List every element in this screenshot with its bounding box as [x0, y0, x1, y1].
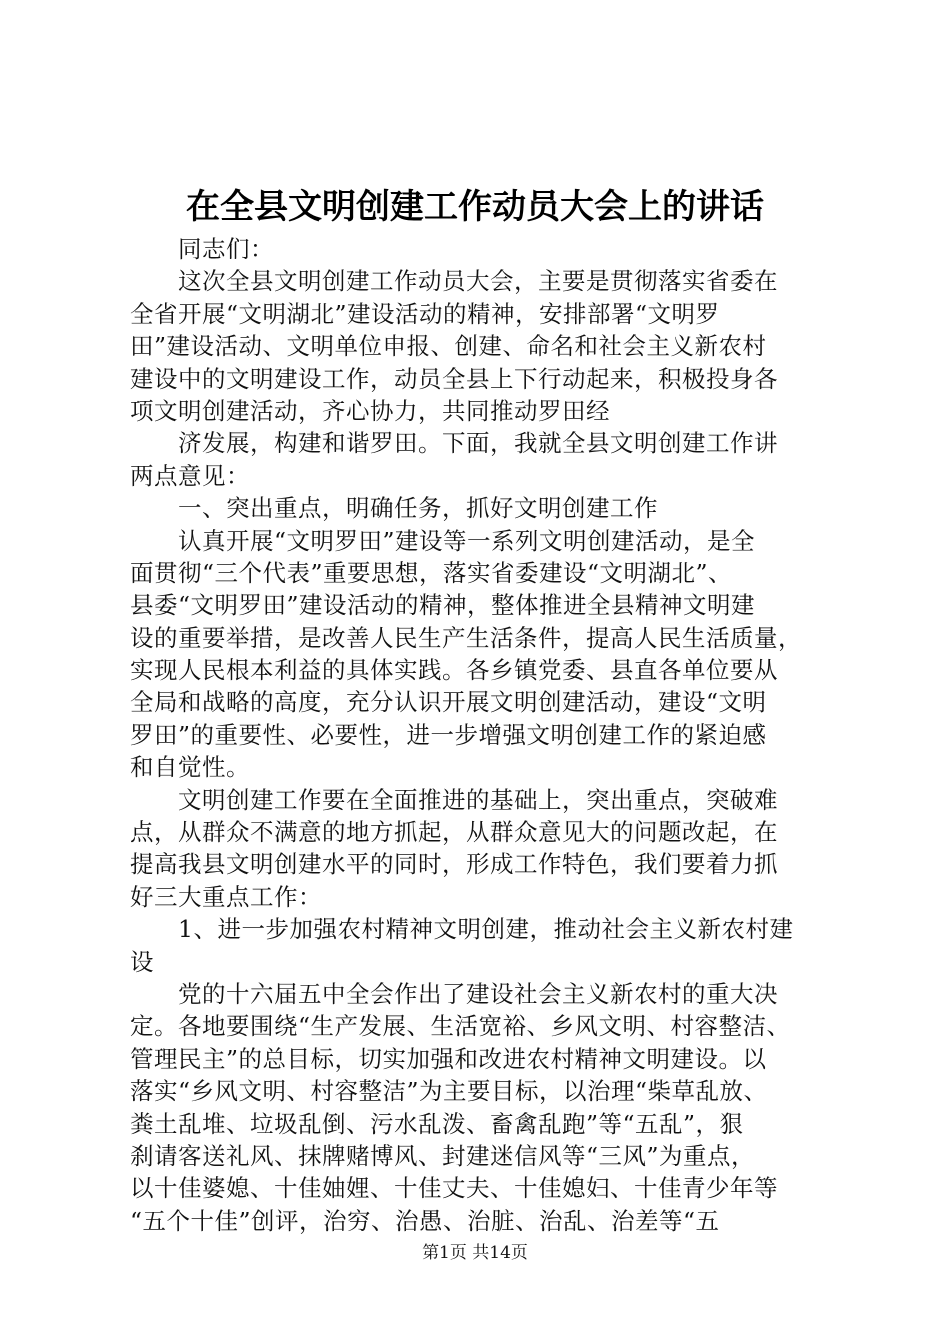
text-line: 济发展，构建和谐罗田。下面，我就全县文明创建工作讲 [178, 429, 778, 458]
text-line: 全省开展“文明湖北”建设活动的精神，安排部署“文明罗 [130, 299, 720, 328]
text-line: 以十佳婆媳、十佳妯娌、十佳丈夫、十佳媳妇、十佳青少年等 [130, 1174, 778, 1203]
text-line: 建设中的文明建设工作，动员全县上下行动起来，积极投身各 [130, 364, 778, 393]
text-line: 党的十六届五中全会作出了建设社会主义新农村的重大决 [178, 979, 778, 1008]
text-line: 管理民主”的总目标，切实加强和改进农村精神文明建设。以 [130, 1044, 767, 1073]
text-line: 1、进一步加强农村精神文明创建，推动社会主义新农村建 [178, 915, 794, 944]
document-body [130, 233, 830, 1237]
text-line: “五个十佳”创评，治穷、治愚、治脏、治乱、治差等“五 [130, 1206, 720, 1235]
text-line: 设 [130, 947, 154, 976]
text-line: 粪土乱堆、垃圾乱倒、污水乱泼、畜禽乱跑”等“五乱”，狠 [130, 1109, 744, 1138]
text-line: 项文明创建活动，齐心协力，共同推动罗田经 [130, 396, 610, 425]
text-line: 设的重要举措，是改善人民生产生活条件，提高人民生活质量， [130, 623, 802, 652]
page-footer: 第1页 共14页 [422, 1243, 528, 1263]
text-line: 和自觉性。 [130, 753, 250, 782]
text-line: 认真开展“文明罗田”建设等一系列文明创建活动，是全 [178, 526, 756, 555]
text-line: 罗田”的重要性、必要性，进一步增强文明创建工作的紧迫感 [130, 720, 767, 749]
text-line: 面贯彻“三个代表”重要思想，落实省委建设“文明湖北”、 [130, 558, 733, 587]
document-title: 在全县文明创建工作动员大会上的讲话 [186, 187, 764, 227]
text-line: 实现人民根本利益的具体实践。各乡镇党委、县直各单位要从 [130, 656, 778, 685]
text-line: 同志们： [178, 235, 274, 263]
text-line: 这次全县文明创建工作动员大会，主要是贯彻落实省委在 [178, 267, 778, 296]
text-line: 田”建设活动、文明单位申报、创建、命名和社会主义新农村 [130, 332, 767, 361]
text-line: 刹请客送礼风、抹牌赌博风、封建迷信风等“三风”为重点， [130, 1141, 756, 1170]
text-line: 定。各地要围绕“生产发展、生活宽裕、乡风文明、村容整洁、 [130, 1012, 791, 1041]
text-line: 一、突出重点，明确任务，抓好文明创建工作 [178, 494, 658, 523]
text-line: 县委“文明罗田”建设活动的精神，整体推进全县精神文明建 [130, 591, 756, 620]
text-line: 落实“乡风文明、村容整洁”为主要目标，以治理“柴草乱放、 [130, 1077, 768, 1106]
text-line: 好三大重点工作： [130, 882, 322, 911]
text-line: 点，从群众不满意的地方抓起，从群众意见大的问题改起，在 [130, 818, 778, 847]
text-line: 全局和战略的高度，充分认识开展文明创建活动，建设“文明 [130, 688, 767, 717]
text-line: 两点意见： [130, 461, 250, 490]
text-line: 文明创建工作要在全面推进的基础上，突出重点，突破难 [178, 785, 778, 814]
text-line: 提高我县文明创建水平的同时，形成工作特色，我们要着力抓 [130, 850, 778, 879]
